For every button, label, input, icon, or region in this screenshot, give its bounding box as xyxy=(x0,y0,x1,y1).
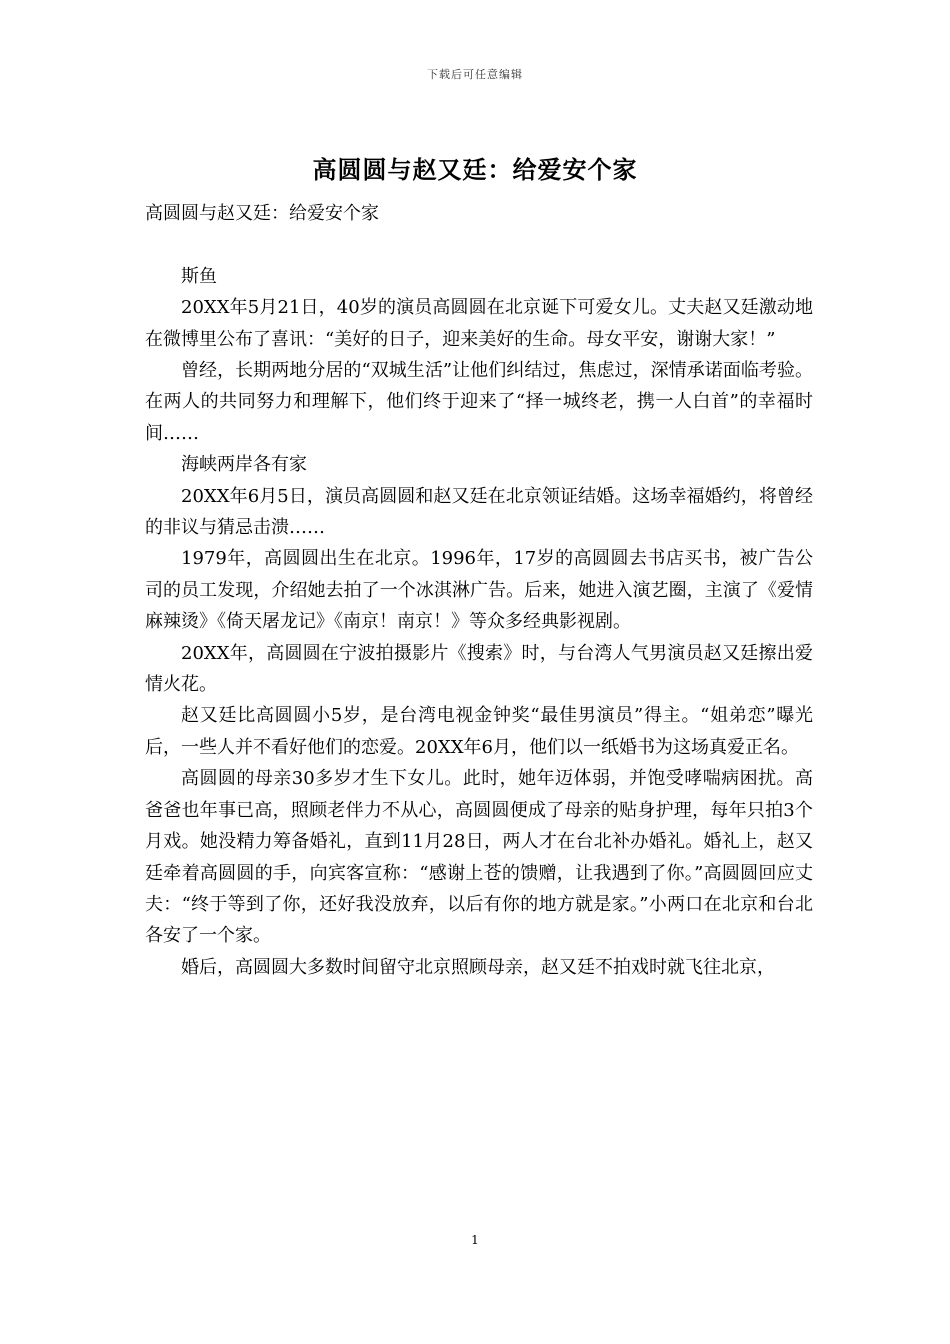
paragraph: 高圆圆的母亲30多岁才生下女儿。此时，她年迈体弱，并饱受哮喘病困扰。高爸爸也年事已高，照顾老伴力不从心，高圆圆便成了母亲的贴身护理，每年只拍3个月戏。她没精力筹备婚礼，直到11月28日，两人才在台北补办婚礼。婚礼上，赵又廷牵着高圆圆的手，向宾客宣称：“感谢上苍的馈赠，让我遇到了你。”高圆圆回应丈夫：“终于等到了你，还好我没放弃，以后有你的地方就是家。”小两口在北京和台北各安了一个家。 xyxy=(145,768,813,947)
document-body xyxy=(145,198,813,983)
page-number: 1 xyxy=(471,1233,479,1247)
page-header: 下载后可任意编辑 xyxy=(427,68,523,81)
paragraph: 婚后，高圆圆大多数时间留守北京照顾母亲，赵又廷不拍戏时就飞往北京， xyxy=(181,956,775,978)
section-heading: 海峡两岸各有家 xyxy=(181,454,307,476)
document-title: 高圆圆与赵又廷：给爱安个家 xyxy=(312,155,638,184)
paragraph: 赵又廷比高圆圆小5岁，是台湾电视金钟奖“最佳男演员”得主。“姐弟恋”曝光后，一些人并不看好他们的恋爱。20XX年6月，他们以一纸婚书为这场真爱正名。 xyxy=(145,705,813,758)
blank-line xyxy=(145,229,813,260)
paragraph: 20XX年6月5日，演员高圆圆和赵又廷在北京领证结婚。这场幸福婚约，将曾经的非议与猜忌击溃…… xyxy=(145,485,813,539)
paragraph: 20XX年，高圆圆在宁波拍摄影片《搜索》时，与台湾人气男演员赵又廷擦出爱情火花。 xyxy=(145,642,813,696)
document-subtitle: 高圆圆与赵又廷：给爱安个家 xyxy=(145,203,379,224)
paragraph: 曾经，长期两地分居的“双城生活”让他们纠结过，焦虑过，深情承诺面临考验。在两人的共同努力和理解下，他们终于迎来了“择一城终老，携一人白首”的幸福时间…… xyxy=(145,360,813,444)
author-line: 斯鱼 xyxy=(181,265,217,287)
paragraph: 1979年，高圆圆出生在北京。1996年，17岁的高圆圆去书店买书，被广告公司的员工发现，介绍她去拍了一个冰淇淋广告。后来，她进入演艺圈，主演了《爱情麻辣烫》《倚天屠龙记》《南京！南京！》等众多经典影视剧。 xyxy=(145,548,813,633)
paragraph: 20XX年5月21日，40岁的演员高圆圆在北京诞下可爱女儿。丈夫赵又廷激动地在微博里公布了喜讯：“美好的日子，迎来美好的生命。母女平安，谢谢大家！” xyxy=(145,297,813,350)
